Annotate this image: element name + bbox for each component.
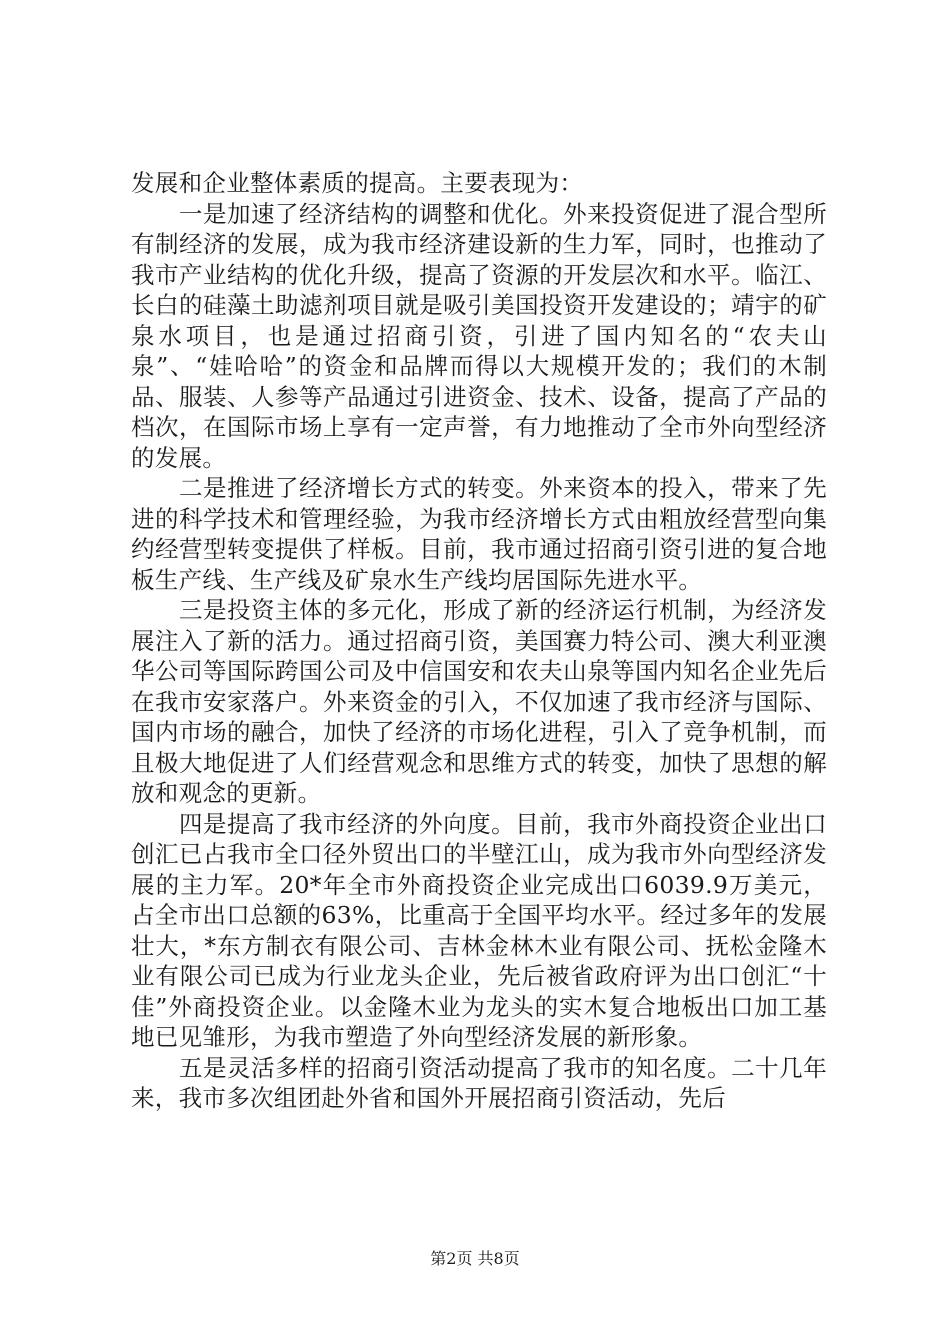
paragraph-point-1: 一是加速了经济结构的调整和优化。外来投资促进了混合型所有制经济的发展，成为我市经济建设新的生力军，同时，也推动了我市产业结构的优化升级，提高了资源的开发层次和水平。临江、长白的硅藻土助滤剂项目就是吸引美国投资开发建设的；靖宇的矿泉水项目，也是通过招商引资，引进了国内知名的“农夫山泉”、“娃哈哈”的资金和品牌而得以大规模开发的；我们的木制品、服装、人参等产品通过引进资金、技术、设备，提高了产品的档次，在国际市场上享有一定声誉，有力地推动了全市外向型经济的发展。 <box>131 199 827 472</box>
paragraph-point-3: 三是投资主体的多元化，形成了新的经济运行机制，为经济发展注入了新的活力。通过招商引资，美国赛力特公司、澳大利亚澳华公司等国际跨国公司及中信国安和农夫山泉等国内知名企业先后在我市安家落户。外来资金的引入，不仅加速了我市经济与国际、国内市场的融合，加快了经济的市场化进程，引入了竞争机制，而且极大地促进了人们经营观念和思维方式的转变，加快了思想的解放和观念的更新。 <box>131 596 827 807</box>
paragraph-intro: 发展和企业整体素质的提高。主要表现为： <box>131 169 584 197</box>
document-body <box>131 168 827 1114</box>
paragraph-point-5: 五是灵活多样的招商引资活动提高了我市的知名度。二十几年来，我市多次组团赴外省和国外开展招商引资活动，先后 <box>131 1053 827 1112</box>
page-number-footer: 第2页 共8页 <box>430 1249 520 1268</box>
paragraph-point-4: 四是提高了我市经济的外向度。目前，我市外商投资企业出口创汇已占我市全口径外贸出口的半壁江山，成为我市外向型经济发展的主力军。20*年全市外商投资企业完成出口6039.9万美元，占全市出口总额的63%，比重高于全国平均水平。经过多年的发展壮大，*东方制衣有限公司、吉林金林木业有限公司、抚松金隆木业有限公司已成为行业龙头企业，先后被省政府评为出口创汇“十佳”外商投资企业。以金隆木业为龙头的实木复合地板出口加工基地已见雏形，为我市塑造了外向型经济发展的新形象。 <box>131 809 827 1051</box>
paragraph-point-2: 二是推进了经济增长方式的转变。外来资本的投入，带来了先进的科学技术和管理经验，为我市经济增长方式由粗放经营型向集约经营型转变提供了样板。目前，我市通过招商引资引进的复合地板生产线、生产线及矿泉水生产线均居国际先进水平。 <box>131 474 827 594</box>
